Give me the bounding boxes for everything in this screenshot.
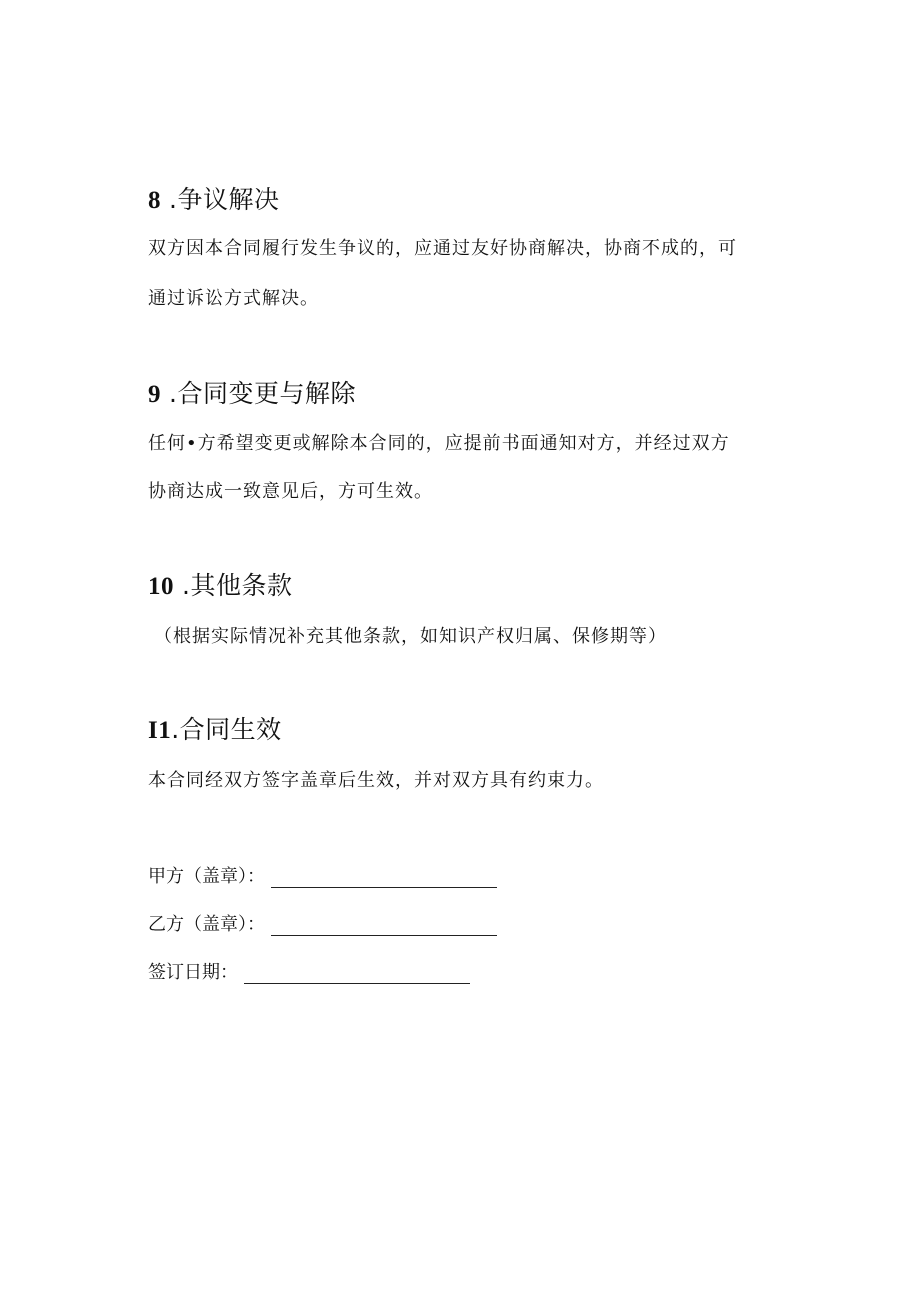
- signing-date-label: 签订日期：: [148, 962, 238, 983]
- signature-party-b-line[interactable]: [271, 917, 497, 936]
- section-11-heading: [148, 710, 282, 746]
- section-8-heading: [148, 180, 279, 216]
- signing-date-line[interactable]: [244, 965, 470, 984]
- section-8-line-1: 双方因本合同履行发生争议的，应通过友好协商解决，协商不成的，可: [148, 238, 737, 259]
- signing-date: [148, 958, 470, 984]
- section-10-line-1: （根据实际情况补充其他条款，如知识产权归属、保修期等）: [154, 626, 667, 647]
- signature-party-b-label: 乙方（盖章）：: [148, 914, 265, 935]
- section-10-heading: [148, 566, 292, 602]
- signature-party-b: [148, 910, 497, 936]
- signature-party-a: [148, 862, 497, 888]
- section-8-line-2: 通过诉讼方式解决。: [148, 288, 319, 309]
- section-9-line-1: 任何•方希望变更或解除本合同的，应提前书面通知对方，并经过双方: [148, 433, 730, 454]
- section-9-title: .合同变更与解除: [169, 379, 356, 408]
- section-10-title: .其他条款: [182, 571, 293, 600]
- section-9-heading: [148, 374, 356, 410]
- section-8-number: 8: [148, 187, 161, 214]
- section-8-title: .争议解决: [169, 185, 280, 214]
- signature-party-a-line[interactable]: [271, 869, 497, 888]
- section-11-title: .合同生效: [171, 715, 282, 744]
- section-11-line-1: 本合同经双方签字盖章后生效，并对双方具有约束力。: [148, 770, 604, 791]
- section-9-number: 9: [148, 381, 161, 408]
- section-10-number: 10: [148, 573, 174, 600]
- section-9-line-2: 协商达成一致意见后，方可生效。: [148, 481, 433, 502]
- signature-party-a-label: 甲方（盖章）：: [148, 866, 265, 887]
- section-11-number: I1: [148, 717, 172, 744]
